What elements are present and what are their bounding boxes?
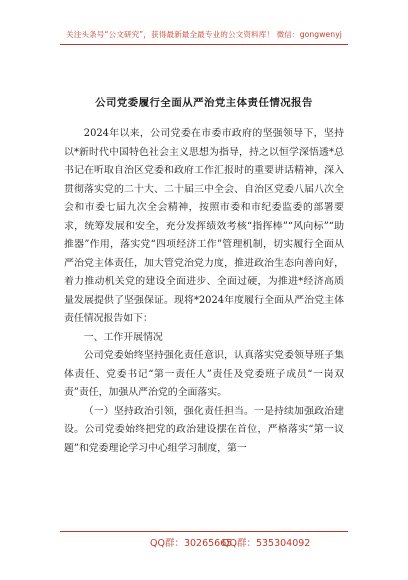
document-title: 公司党委履行全面从严治党主体责任情况报告 [95,97,313,109]
paragraph-intro: 2024年以来，公司党委在市委市政府的坚强领导下，坚持以*新时代中国特色社会主义思想为指导，持之以恒学深悟透*总书记在听取自治区党委和政府工作汇报时的重要讲话精神，深入贯彻落实党的二十大、二十届三中全会、自治区党委八届八次全会和市委七届九次全会精神，按照市委和市纪委监委的部署要求，统筹发展和安全，充分发挥绩效考核“指挥棒”“风向标”“助推器”作用，落实党“四项经济工作”管理机制，切实履行全面从严治党主体责任，加大管党治党力度，推进政治生态向善向好，着力推动机关党的建设全面进步、全面过硬，为推进*经济高质量发展提供了坚强保证。现将*2024年度履行全面从严治党主体责任情况报告如下： [64,128,344,324]
document-body [64,118,344,458]
page-footer [0,535,408,555]
paragraph-political-leadership: （一）坚持政治引领，强化责任担当。一是持续加强政治建设。公司党委始终把党的政治建设摆在首位，严格落实“第一议题”和党委理论学习中心组学习制度，第一 [64,405,344,454]
qq-group-2: QQ群：535304092 [222,538,311,549]
promo-text: 关注头条号“公文研究”，获得最新最全最专业的公文资料库！ 微信：gongwenyj [66,30,342,39]
header-divider [60,44,348,45]
footer-divider [60,531,348,532]
paragraph-responsibility: 公司党委始终坚持强化责任意识，认真落实党委领导班子集体责任、党委书记“第一责任人”责任及党委班子成员“一岗双责”责任，加强从严治党的全面落实。 [64,350,344,398]
section-heading: 一、工作开展情况 [83,331,163,343]
qq-group-1: QQ群：30265665 [150,538,233,549]
promo-header [0,0,408,50]
